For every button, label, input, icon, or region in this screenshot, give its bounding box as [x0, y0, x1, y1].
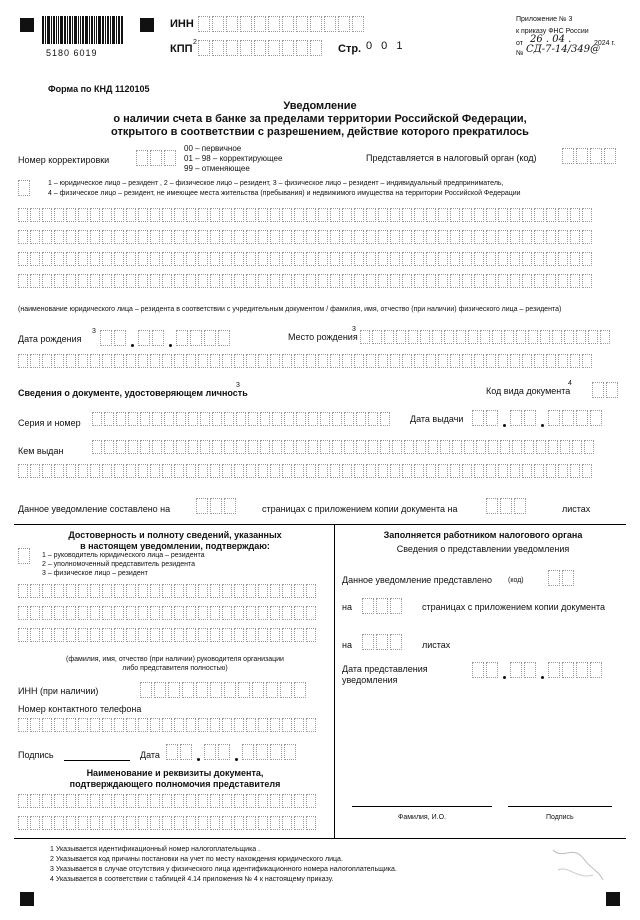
sign-label: Подпись: [18, 750, 54, 760]
pages-text-1: Данное уведомление составлено на: [18, 504, 171, 514]
presented-date-label-1: Дата представления: [342, 664, 428, 674]
kpp-label: КПП: [170, 43, 193, 55]
date-separator: [131, 344, 134, 347]
birth-place-row-1[interactable]: [360, 330, 612, 344]
corner-marker-bottom-left: [20, 892, 34, 906]
birth-place-label: Место рождения: [288, 332, 358, 342]
authority-doc-row-2[interactable]: [18, 816, 318, 830]
presented-code-label: (код): [508, 577, 524, 584]
title-line1: Уведомление: [283, 100, 357, 112]
date-separator: [169, 344, 172, 347]
right-title: Заполняется работником налогового органа: [383, 530, 583, 540]
correction-opt1: 00 – первичное: [184, 144, 242, 153]
presented-month-cells[interactable]: [510, 662, 538, 678]
name-row-3[interactable]: [18, 252, 594, 266]
signer-name-row-3[interactable]: [18, 628, 318, 642]
inn-cells[interactable]: [198, 16, 366, 32]
issue-month-cells[interactable]: [510, 410, 538, 426]
appendix-date: 26 . 04 .: [530, 34, 572, 45]
kpp-cells[interactable]: [198, 40, 324, 56]
left-title-2: в настоящем уведомлении, подтверждаю:: [80, 541, 270, 551]
signer-name-row-1[interactable]: [18, 584, 318, 598]
signer-name-row-2[interactable]: [18, 606, 318, 620]
signer-caption-1: (фамилия, имя, отчество (при наличии) руководителя организации: [66, 656, 284, 663]
presented-date-label-2: уведомления: [342, 675, 398, 685]
correction-cells[interactable]: [136, 150, 178, 166]
phone-label: Номер контактного телефона: [18, 704, 142, 714]
presented-label: Данное уведомление представлено: [342, 575, 493, 585]
footnote-3: 3 Указывается в случае отсутствия у физического лица идентификационного номера налогоплательщика.: [50, 866, 397, 873]
correction-label: Номер корректировки: [18, 155, 110, 165]
signer-caption-2: либо представителя полностью): [122, 665, 228, 672]
authority-doc-title-2: подтверждающего полномочия представителя: [69, 779, 281, 789]
birth-date-label: Дата рождения: [18, 334, 82, 344]
footnote-1: 1 Указывается идентификационный номер налогоплательщика .: [50, 846, 261, 853]
authority-doc-row-1[interactable]: [18, 794, 318, 808]
name-caption: (наименование юридического лица – резидента в соответствии с учредительным документом / фамилия, имя, отчество (при наличии) физического лица – резидента): [18, 306, 562, 313]
signer-inn-label: ИНН (при наличии): [18, 686, 99, 696]
signer-type-cell[interactable]: [18, 548, 32, 564]
presented-code-cells[interactable]: [548, 570, 576, 586]
sheets-count-cells[interactable]: [486, 498, 528, 514]
doc-label: Сведения о документе, удостоверяющем личность: [18, 388, 248, 398]
date-separator: [541, 424, 544, 427]
name-row-2[interactable]: [18, 230, 594, 244]
fio-line[interactable]: [352, 806, 492, 807]
date-separator: [503, 424, 506, 427]
issued-by-row-1[interactable]: [92, 440, 596, 454]
right-pages-cells[interactable]: [362, 598, 404, 614]
date-separator: [503, 676, 506, 679]
phone-cells[interactable]: [18, 718, 318, 732]
corner-marker-top-mid: [140, 18, 154, 32]
page-label: Стр.: [338, 43, 362, 55]
right-sheets-cells[interactable]: [362, 634, 404, 650]
right-sign-line[interactable]: [508, 806, 612, 807]
footnote-4: 4 Указывается в соответствии с таблицей 4.14 приложения № 4 к настоящему приказу.: [50, 876, 334, 883]
appendix-from: от: [516, 40, 523, 47]
left-title-1: Достоверность и полноту сведений, указанных: [68, 530, 282, 540]
sign-year-cells[interactable]: [242, 744, 298, 760]
authority-doc-title-1: Наименование и реквизиты документа,: [86, 768, 264, 778]
corner-marker-top-left: [20, 18, 34, 32]
right-on-label: на: [342, 602, 352, 612]
right-subtitle: Сведения о представлении уведомления: [396, 544, 570, 554]
birth-place-row-2[interactable]: [18, 354, 594, 368]
series-number-label: Серия и номер: [18, 418, 81, 428]
issue-date-label: Дата выдачи: [410, 414, 464, 424]
title-line3: открытого в соответствии с разрешением, действие которого прекратилось: [111, 126, 529, 138]
birth-date-footnote: 3: [92, 328, 96, 335]
signature-line[interactable]: [64, 760, 130, 761]
stamp-scribble: [548, 840, 608, 890]
barcode-number: 5180 6019: [46, 48, 98, 58]
section-divider: [14, 524, 626, 525]
barcode: [42, 16, 124, 44]
appendix-line2: к приказу ФНС России: [516, 28, 589, 35]
presented-day-cells[interactable]: [472, 662, 500, 678]
footnote-2: 2 Указывается код причины постановки на учет по месту нахождения юридического лица.: [50, 856, 343, 863]
inn-label: ИНН: [170, 18, 194, 30]
doc-kind-label: Код вида документа: [486, 386, 571, 396]
issue-day-cells[interactable]: [472, 410, 500, 426]
birth-year-cells[interactable]: [176, 330, 232, 346]
appendix-year: 2024 г.: [594, 40, 616, 47]
appendix-no: №: [516, 50, 524, 57]
birth-place-footnote: 3: [352, 326, 356, 333]
date-separator: [235, 758, 238, 761]
issued-by-label: Кем выдан: [18, 446, 64, 456]
correction-opt3: 99 – отменяющее: [184, 164, 250, 173]
doc-footnote: 3: [236, 382, 240, 389]
presented-year-cells[interactable]: [548, 662, 604, 678]
pages-count-cells[interactable]: [196, 498, 238, 514]
name-row-1[interactable]: [18, 208, 594, 222]
right-pages-text: страницах с приложением копии документа: [422, 602, 606, 612]
signer-opt3: 3 – физическое лицо – резидент: [42, 570, 148, 577]
sign-month-cells[interactable]: [204, 744, 232, 760]
kpp-footnote: 2: [193, 39, 197, 46]
pages-text-2: страницах с приложением копии документа на: [262, 504, 458, 514]
title-line2: о наличии счета в банке за пределами территории Российской Федерации,: [113, 113, 527, 125]
tax-authority-cells[interactable]: [562, 148, 618, 164]
sign-day-cells[interactable]: [166, 744, 194, 760]
right-sheets-text: листах: [422, 640, 451, 650]
footnote-divider: [14, 838, 626, 839]
person-types-line1: 1 – юридическое лицо – резидент , 2 – физическое лицо – резидент, 3 – физическое лицо – резидент – индивидуальный предприниматель,: [48, 180, 504, 187]
issue-year-cells[interactable]: [548, 410, 604, 426]
date-separator: [197, 758, 200, 761]
page-number: 0 0 1: [366, 40, 406, 52]
pages-text-3: листах: [562, 504, 591, 514]
birth-day-cells[interactable]: [100, 330, 128, 346]
person-types-line2: 4 – физическое лицо – резидент, не имеющее места жительства (пребывания) и недвижимого имущества на территории Российской Федерации: [48, 190, 521, 197]
issued-by-row-2[interactable]: [18, 464, 594, 478]
right-on2-label: на: [342, 640, 352, 650]
signer-inn-cells[interactable]: [140, 682, 308, 698]
column-divider: [334, 524, 335, 838]
correction-opt2: 01 – 98 – корректирующее: [184, 154, 283, 163]
date-separator: [541, 676, 544, 679]
corner-marker-bottom-right: [606, 892, 620, 906]
doc-kind-cells[interactable]: [592, 382, 620, 398]
fio-caption: Фамилия, И.О.: [398, 814, 446, 821]
right-sign-caption: Подпись: [546, 814, 574, 821]
signer-opt1: 1 – руководитель юридического лица – резидента: [42, 552, 205, 559]
signer-opt2: 2 – уполномоченный представитель резидента: [42, 561, 195, 568]
series-number-cells[interactable]: [92, 412, 392, 426]
name-row-4[interactable]: [18, 274, 594, 288]
doc-kind-footnote: 4: [568, 380, 572, 387]
sign-date-label: Дата: [140, 750, 160, 760]
appendix-line1: Приложение № 3: [516, 16, 573, 23]
tax-authority-label: Представляется в налоговый орган (код): [366, 153, 537, 163]
birth-month-cells[interactable]: [138, 330, 166, 346]
form-knd: Форма по КНД 1120105: [48, 84, 150, 94]
person-type-cell[interactable]: [18, 180, 32, 196]
appendix-number: СД-7-14/349@: [526, 44, 601, 55]
